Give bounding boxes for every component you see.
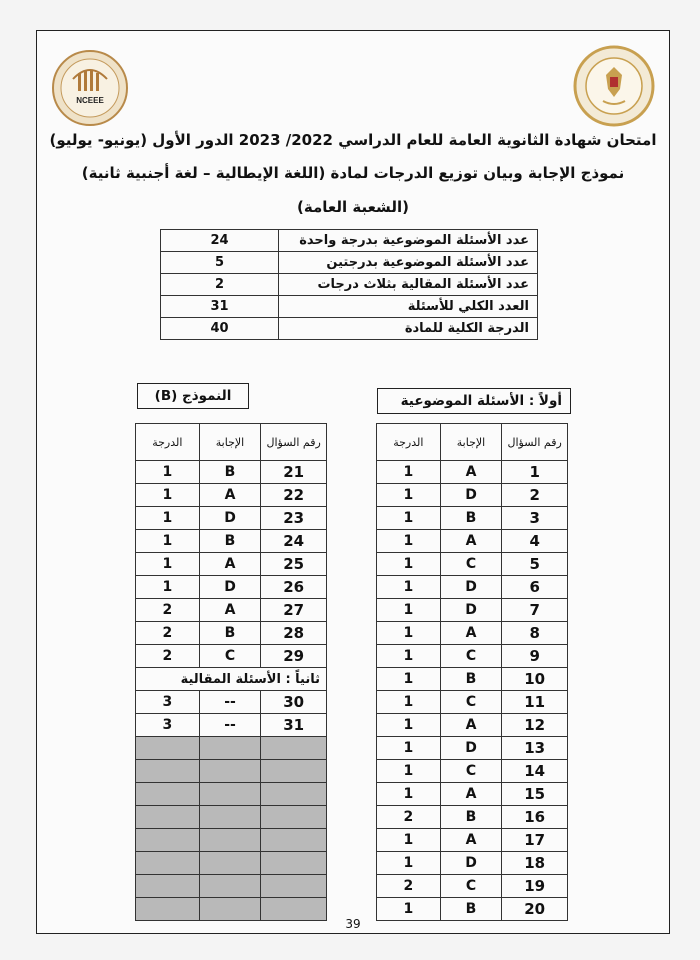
table-row	[377, 852, 568, 875]
question-number: 26	[261, 576, 327, 599]
summary-label: عدد الأسئلة الموضوعية بدرجتين	[279, 252, 538, 274]
grade-cell: 3	[136, 691, 200, 714]
answer-cell: A	[440, 530, 502, 553]
answer-table-left	[135, 423, 327, 921]
empty-row	[136, 852, 327, 875]
answer-cell: B	[440, 507, 502, 530]
question-number: 16	[502, 806, 568, 829]
table-row	[377, 668, 568, 691]
table-row	[377, 507, 568, 530]
summary-label: عدد الأسئلة الموضوعية بدرجة واحدة	[279, 230, 538, 252]
summary-value: 5	[161, 252, 279, 274]
grade-cell: 2	[136, 645, 200, 668]
empty-cell	[261, 806, 327, 829]
question-number: 10	[502, 668, 568, 691]
question-number: 12	[502, 714, 568, 737]
col-question-header: رقم السؤال	[502, 424, 568, 461]
question-number: 22	[261, 484, 327, 507]
table-row	[136, 691, 327, 714]
empty-cell	[199, 806, 261, 829]
answer-cell: A	[199, 484, 261, 507]
empty-row	[136, 783, 327, 806]
answer-cell: D	[440, 737, 502, 760]
grade-cell: 1	[136, 461, 200, 484]
nceee-logo	[51, 49, 129, 127]
empty-cell	[199, 852, 261, 875]
empty-cell	[136, 852, 200, 875]
question-number: 4	[502, 530, 568, 553]
question-number: 14	[502, 760, 568, 783]
answer-cell: D	[440, 576, 502, 599]
empty-cell	[136, 760, 200, 783]
question-number: 20	[502, 898, 568, 921]
grade-cell: 1	[377, 530, 441, 553]
grade-cell: 1	[377, 668, 441, 691]
table-row	[377, 691, 568, 714]
summary-value: 24	[161, 230, 279, 252]
exam-subtitle: نموذج الإجابة وبيان توزيع الدرجات لمادة (اللغة الإيطالية – لغة أجنبية ثانية)	[81, 164, 625, 182]
question-number: 27	[261, 599, 327, 622]
answer-cell: B	[440, 898, 502, 921]
table-row	[377, 806, 568, 829]
answer-cell: C	[440, 645, 502, 668]
answer-cell: C	[440, 553, 502, 576]
answer-cell: D	[440, 484, 502, 507]
table-row	[377, 599, 568, 622]
question-number: 19	[502, 875, 568, 898]
answer-cell: B	[440, 668, 502, 691]
summary-row	[161, 252, 538, 274]
grade-cell: 1	[377, 783, 441, 806]
summary-value: 31	[161, 296, 279, 318]
table-row	[136, 645, 327, 668]
answer-table-right	[376, 423, 568, 921]
question-number: 11	[502, 691, 568, 714]
empty-cell	[199, 783, 261, 806]
summary-label: عدد الأسئلة المقالية بثلاث درجات	[279, 274, 538, 296]
summary-row	[161, 230, 538, 252]
grade-cell: 1	[377, 829, 441, 852]
question-number: 21	[261, 461, 327, 484]
question-number: 24	[261, 530, 327, 553]
grade-cell: 1	[377, 622, 441, 645]
table-row	[136, 599, 327, 622]
empty-cell	[199, 737, 261, 760]
question-number: 13	[502, 737, 568, 760]
grade-cell: 1	[377, 645, 441, 668]
answer-cell: A	[440, 829, 502, 852]
question-number: 28	[261, 622, 327, 645]
question-number: 6	[502, 576, 568, 599]
question-number: 2	[502, 484, 568, 507]
table-row	[377, 576, 568, 599]
table-row	[377, 783, 568, 806]
grade-cell: 2	[136, 622, 200, 645]
empty-cell	[261, 783, 327, 806]
grade-cell: 1	[377, 760, 441, 783]
answer-cell: C	[199, 645, 261, 668]
grade-cell: 1	[377, 691, 441, 714]
question-number: 9	[502, 645, 568, 668]
table-row	[136, 507, 327, 530]
empty-cell	[261, 829, 327, 852]
page-number: 39	[345, 917, 361, 931]
table-row	[136, 461, 327, 484]
answer-cell: D	[440, 599, 502, 622]
answer-cell: C	[440, 691, 502, 714]
answer-cell: A	[440, 461, 502, 484]
grade-cell: 1	[377, 576, 441, 599]
empty-cell	[261, 737, 327, 760]
grade-cell: 1	[377, 852, 441, 875]
question-number: 29	[261, 645, 327, 668]
answer-cell: A	[440, 622, 502, 645]
empty-cell	[261, 852, 327, 875]
grade-cell: 1	[136, 576, 200, 599]
empty-cell	[199, 829, 261, 852]
table-row	[136, 576, 327, 599]
answer-cell: C	[440, 875, 502, 898]
answer-cell: A	[440, 783, 502, 806]
question-number: 3	[502, 507, 568, 530]
table-row	[377, 530, 568, 553]
answer-sheet-page	[36, 30, 670, 934]
question-number: 7	[502, 599, 568, 622]
summary-value: 2	[161, 274, 279, 296]
grade-cell: 2	[136, 599, 200, 622]
summary-label: العدد الكلي للأسئلة	[279, 296, 538, 318]
table-row	[377, 737, 568, 760]
answer-cell: --	[199, 691, 261, 714]
essay-section-label: ثانياً : الأسئلة المقالية	[136, 668, 327, 691]
grade-cell: 3	[136, 714, 200, 737]
grade-cell: 1	[136, 553, 200, 576]
answer-cell: D	[440, 852, 502, 875]
answer-cell: --	[199, 714, 261, 737]
question-number: 18	[502, 852, 568, 875]
answer-cell: A	[199, 599, 261, 622]
question-number: 31	[261, 714, 327, 737]
empty-row	[136, 760, 327, 783]
empty-cell	[136, 829, 200, 852]
summary-row	[161, 296, 538, 318]
table-row	[377, 875, 568, 898]
empty-row	[136, 737, 327, 760]
table-row	[377, 829, 568, 852]
answer-cell: D	[199, 576, 261, 599]
empty-row	[136, 875, 327, 898]
table-row	[377, 760, 568, 783]
question-number: 5	[502, 553, 568, 576]
grade-cell: 1	[377, 737, 441, 760]
question-number: 15	[502, 783, 568, 806]
col-grade-header: الدرجة	[136, 424, 200, 461]
answer-cell: B	[199, 530, 261, 553]
answer-cell: B	[199, 622, 261, 645]
answer-cell: B	[199, 461, 261, 484]
question-number: 1	[502, 461, 568, 484]
table-row	[136, 484, 327, 507]
answer-cell: B	[440, 806, 502, 829]
empty-cell	[199, 760, 261, 783]
logo-text: NCEEE	[76, 96, 104, 105]
empty-cell	[261, 875, 327, 898]
empty-cell	[136, 806, 200, 829]
grade-cell: 2	[377, 875, 441, 898]
summary-value: 40	[161, 318, 279, 340]
table-row	[377, 622, 568, 645]
table-row	[377, 484, 568, 507]
grade-cell: 1	[377, 507, 441, 530]
exam-title: امتحان شهادة الثانوية العامة للعام الدراسي 2022/ 2023 الدور الأول (يونيو- يوليو)	[49, 131, 657, 149]
grade-cell: 1	[377, 898, 441, 921]
grade-cell: 1	[136, 507, 200, 530]
grade-cell: 1	[377, 461, 441, 484]
summary-table	[160, 229, 538, 340]
col-grade-header: الدرجة	[377, 424, 441, 461]
summary-row	[161, 318, 538, 340]
col-answer-header: الإجابة	[440, 424, 502, 461]
answer-cell: A	[440, 714, 502, 737]
answer-cell: D	[199, 507, 261, 530]
empty-cell	[136, 737, 200, 760]
grade-cell: 1	[377, 553, 441, 576]
grade-cell: 2	[377, 806, 441, 829]
exam-branch: (الشعبة العامة)	[297, 198, 409, 216]
table-row	[136, 622, 327, 645]
empty-cell	[136, 783, 200, 806]
objective-section-label: أولاً : الأسئلة الموضوعية	[377, 388, 571, 414]
empty-row	[136, 829, 327, 852]
grade-cell: 1	[377, 714, 441, 737]
question-number: 17	[502, 829, 568, 852]
essay-section-row	[136, 668, 327, 691]
empty-row	[136, 806, 327, 829]
empty-cell	[261, 760, 327, 783]
empty-cell	[136, 875, 200, 898]
question-number: 25	[261, 553, 327, 576]
grade-cell: 1	[377, 599, 441, 622]
model-label: النموذج (B)	[137, 383, 249, 409]
table-row	[377, 461, 568, 484]
table-row	[136, 553, 327, 576]
question-number: 23	[261, 507, 327, 530]
summary-label: الدرجة الكلية للمادة	[279, 318, 538, 340]
question-number: 30	[261, 691, 327, 714]
answer-cell: A	[199, 553, 261, 576]
col-question-header: رقم السؤال	[261, 424, 327, 461]
answer-cell: C	[440, 760, 502, 783]
summary-row	[161, 274, 538, 296]
table-row	[377, 645, 568, 668]
question-number: 8	[502, 622, 568, 645]
table-row	[136, 530, 327, 553]
grade-cell: 1	[377, 484, 441, 507]
col-answer-header: الإجابة	[199, 424, 261, 461]
grade-cell: 1	[136, 484, 200, 507]
grade-cell: 1	[136, 530, 200, 553]
table-row	[377, 714, 568, 737]
table-row	[136, 714, 327, 737]
ministry-logo	[573, 45, 655, 127]
empty-cell	[199, 875, 261, 898]
table-row	[377, 553, 568, 576]
